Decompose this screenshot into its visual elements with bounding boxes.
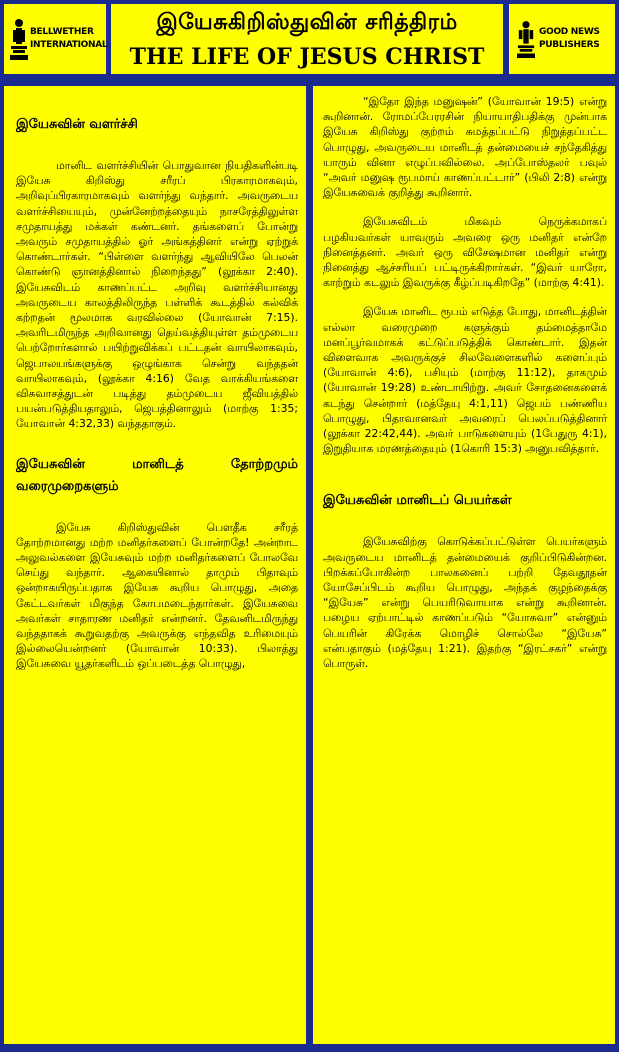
bellwether-logo bbox=[10, 18, 108, 62]
paragraph-close-followers: இயேசுவிடம் மிகவும் நெருக்கமாகப் பழகியவர்கள் யாவரும் அவரை ஒரு மனிதர் என்றே நினைத்தனர். அவர் ஒரு விசேஷமான மனிதர் என்று நினைத்து ஆச்சரியப் பட்டிருக்கிறார்கள். “இவர் யாரோ, காற்றும் கடலும் இவருக்கு கீழ்ப்படிகிறதே” (மாற்கு 4:41). bbox=[323, 215, 607, 290]
publisher-logo-box-right bbox=[509, 4, 615, 74]
page-title-english: THE LIFE OF JESUS CHRIST bbox=[129, 44, 485, 70]
paragraph-human-names: இயேசுவிற்கு கொடுக்கப்பட்டுள்ள பெயர்களும் அவருடைய மானிடத் தன்மையைக் குறிப்பிடுகின்றன. பிறக்கப்போகின்ற பாலகனைப் பற்றி தேவதூதன் யோசேப்பிடம் கூறிய பொழுது, அந்தக் குழந்தைக்கு “இயேசு” என்று பெயரிடுவாயாக என்று கூறினான். பழைய ஏற்பாட்டில் காணப்படும் “யோசுவா” என்னும் பெயரின் கிரேக்க மொழிச் சொல்லே “இயேசு” என்பதாகும் (மத்தேயு 1:21). இதற்கு “இரட்சகர்” என்று பொருள். bbox=[323, 535, 607, 671]
page-header bbox=[0, 0, 619, 78]
paragraph-appearance: இயேசு கிறிஸ்துவின் பௌதீக சரீரத் தோற்றமானது மற்ற மனிதர்களைப் போன்றதே! அன்றாட அலுவல்களை இயேசுவும் மற்ற மனிதர்களைப் போலவே செய்து வந்தார். ஆகையினால் தாமும் பிதாவும் ஒன்றாகயிருப்பதாக இயேசு கூறிய பொழுது, அதை கேட்டவர்கள் மிகுந்த கோபமடைந்தார்கள். இயேசுவை அவர்கள் சாதாரண மனிதர் என்றனர். தேவனிடமிருந்து வந்ததாகக் கூறுவதற்கு அவருக்கு எந்தவித உரிமையும் இல்லையென்றனர் (யோவான் 10:33). பிலாத்து இயேசுவை யூதர்களிடம் ஒப்படைத்த பொழுது, bbox=[16, 520, 298, 671]
paragraph-growth: மானிட வளர்ச்சியின் பொதுவான நியதிகளின்படி இயேசு கிறிஸ்து சரீரப் பிரகாரமாகவும், அறிவுப்பிரகாரமாகவும் வளர்ந்து வந்தார். அவருடைய வளர்ச்சியையும், முன்னேற்றத்தையும் நாசரேத்திலுள்ள சமுதாயத்து மக்கள் கண்டனர். தங்களைப் போன்று அவரும் சமுதாயத்தில் ஓர் அங்கத்தினர் என்று ஏற்றுக் கொண்டார்கள். “பிள்ளை வளர்ந்து ஆவியிலே பெலன் கொண்டு ஞானத்தினால் நிறைந்தது” (லூக்கா 2:40). இயேசுவிடம் காணப்பட்ட அறிவு வளர்ச்சியானது அவருடைய காலத்திலிருந்த பள்ளிக் கூடத்தில் கல்விக் கற்றதன் மூலமாக வரவில்லை (யோவான் 7:15). அவரிடமிருந்த அறிவானது தெய்வத்தியுள்ள தம்முடைய பெற்றோர்களால் பயிற்றுவிக்கப் பட்டதன் வாயிலாகவும், ஜெபாலயங்களுக்கு ஒழுங்காக சென்று வந்ததன் வாயிலாகவும், (லூக்கா 4:16) வேத வாக்கியங்களை விசுவாசத்துடன் படித்து தம்முடைய ஜீவியத்தில் பயன்படுத்தியதாலும், ஜெபத்தினாலும் (மாற்கு 1:35; யோவான் 4:32,33) வந்ததாகும். bbox=[16, 159, 298, 431]
title-box bbox=[111, 4, 503, 74]
paragraph-behold-the-man: “இதோ இந்த மனுஷன்” (யோவான் 19:5) என்று கூறினான். ரோமப்பேரரசின் நியாயாதிபதிக்கு முன்பாக இயேசு கிறிஸ்து குற்றம் சுமத்தப்பட்டு நிறுத்தப்பட்ட பொழுது, அவருடைய மானிடத் தன்மையைச் சந்தேகித்து யாரும் வினா எழுப்பவில்லை. அப்போஸ்தலர் பவுல் “அவர் மனுஷ ரூபமாய் காணப்பட்டார்” (பிலி 2:8) என்று இயேசுவைக் குறித்து கூறினார். bbox=[323, 95, 607, 200]
good-news-logo-text bbox=[539, 26, 600, 52]
right-logo-line1: GOOD NEWS bbox=[539, 27, 600, 37]
publisher-logo-box-left bbox=[4, 4, 106, 74]
good-news-figure-icon bbox=[517, 18, 535, 62]
left-logo-line1: BELLWETHER bbox=[30, 27, 94, 37]
right-column bbox=[313, 86, 615, 1044]
left-column bbox=[4, 86, 306, 1044]
page-title-tamil: இயேசுகிறிஸ்துவின் சரித்திரம் bbox=[156, 10, 458, 35]
bellwether-figure-icon bbox=[10, 18, 28, 62]
paragraph-human-limits: இயேசு மானிட ரூபம் எடுத்த போது, மானிடத்தின் எல்லா வரைமுறை களுக்கும் தம்மைத்தாமே மனப்பூர்வமாகக் கட்டுப்படுத்திக் கொண்டார். இதன் விளைவாக அவருக்குச் சிலவேளைகளில் களைப்பும் (யோவான் 4:6), பசியும் (மாற்கு 11:12), தாகமும் (யோவான் 19:28) உண்டாயிற்று. அவர் சோதனைகளைக் கடந்து சென்றார் (மத்தேயு 4:1,11) ஜெபம் பண்ணிய பொழுது, பிதாவானவர் அவரைப் பெலப்படுத்தினார் (லூக்கா 22:42,44). அவர் பாடுகளையும் (1பேதுரு 4:1), இறுதியாக மரணத்தையும் (1கொரி 15:3) அனுபவித்தார். bbox=[323, 305, 607, 456]
section-heading-appearance: இயேசுவின் மானிடத் தோற்றமும் வரைமுறைகளும் bbox=[16, 456, 298, 494]
bellwether-logo-text bbox=[30, 26, 107, 52]
good-news-logo bbox=[515, 18, 607, 62]
section-heading-growth: இயேசுவின் வளர்ச்சி bbox=[16, 117, 138, 132]
left-logo-line2: INTERNATIONAL bbox=[30, 40, 108, 50]
section-heading-human-names: இயேசுவின் மானிடப் பெயர்கள் bbox=[323, 493, 512, 509]
right-logo-line2: PUBLISHERS bbox=[539, 40, 600, 50]
